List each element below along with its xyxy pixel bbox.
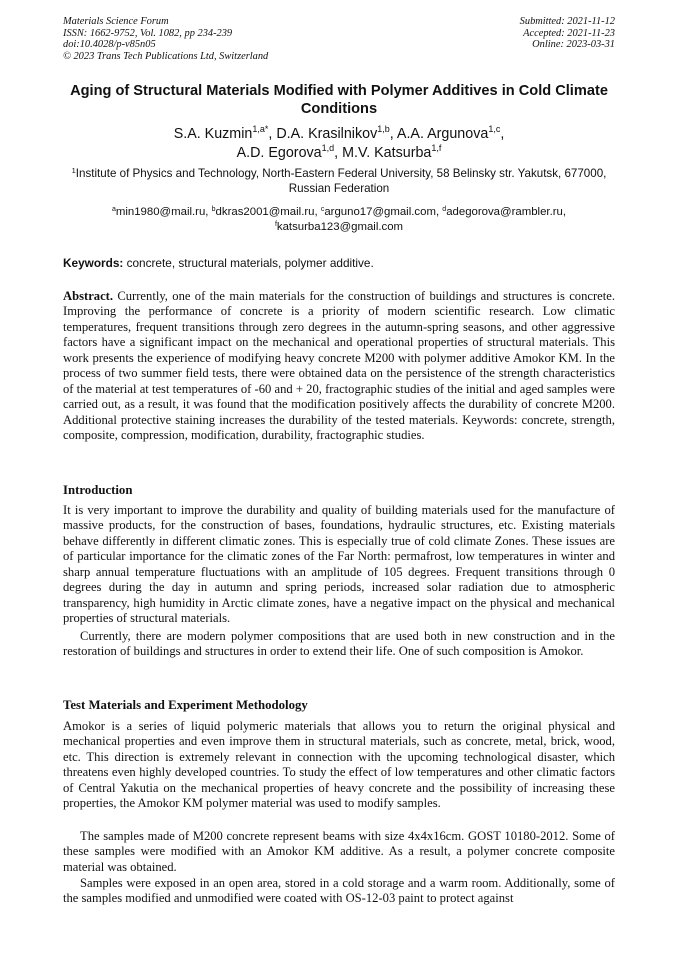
affiliation-mark: 1 bbox=[71, 166, 76, 175]
author-list: S.A. Kuzmin$^{1,a*}$, D.A. Krasilnikov$^{1,b}$, A.A. Argunova$^{1,c}$, A.D. Egorova$^{1,d}$, M.V. Katsurba$^{1,f}$ bbox=[173, 124, 505, 161]
journal-info bbox=[63, 16, 268, 62]
keywords bbox=[63, 256, 615, 270]
author-affiliation-mark: 1,f bbox=[431, 143, 442, 153]
email-link[interactable]: min1980@mail.ru bbox=[115, 206, 206, 218]
affiliation-text: Institute of Physics and Technology, North-Eastern Federal University, 58 Belinsky str. Yakutsk, 677000, Russian Federation bbox=[75, 167, 607, 195]
accepted-date: Accepted: 2021-11-23 bbox=[523, 27, 615, 39]
submission-dates bbox=[520, 16, 615, 51]
email-mark: a bbox=[111, 206, 116, 213]
affiliation bbox=[63, 167, 615, 196]
abstract-label: Abstract. bbox=[63, 289, 114, 303]
journal-copyright: © 2023 Trans Tech Publications Ltd, Switzerland bbox=[63, 50, 269, 62]
online-date: Online: 2023-03-31 bbox=[532, 39, 615, 51]
author-affiliation-mark: 1,d bbox=[321, 143, 335, 153]
author-affiliation-mark: 1,b bbox=[377, 124, 390, 134]
author-affiliation-mark: 1,c bbox=[488, 124, 501, 134]
methods-paragraph: The samples made of M200 concrete represent beams with size 4x4x16cm. GOST 10180-2012. Some of these samples were modified with an Amokor KM additive. As a result, a polymer concrete composite material was obtained. bbox=[63, 829, 615, 874]
email-mark: c bbox=[320, 206, 325, 213]
author-emails: $^a$min1980@mail.ru, $^b$dkras2001@mail.ru, $^c$arguno17@gmail.com, $^d$adegorova@rambler.ru, $^f$katsurba123@gmail.com bbox=[111, 206, 567, 233]
introduction-heading: Introduction bbox=[63, 483, 133, 497]
keywords-text: concrete, structural materials, polymer additive. bbox=[123, 256, 374, 270]
author-name: D.A. Krasilnikov bbox=[276, 126, 378, 142]
email-link[interactable]: katsurba123@gmail.com bbox=[276, 220, 404, 233]
journal-name: Materials Science Forum bbox=[63, 16, 169, 27]
email-link[interactable]: dkras2001@mail.ru bbox=[215, 206, 315, 218]
methods-paragraph: Samples were exposed in an open area, stored in a cold storage and a warm room. Additionally, some of the samples modified and unmodified were coated with OS-12-03 paint to protect against bbox=[63, 876, 615, 906]
email-link[interactable]: arguno17@gmail.com bbox=[324, 206, 436, 218]
author-affiliation-mark: 1,a* bbox=[252, 124, 269, 134]
abstract bbox=[63, 289, 615, 444]
methods-paragraph: Amokor is a series of liquid polymeric materials that allows you to return the original physical and mechanical properties and even improve them in structural materials, such as concrete, metal, brick, wood, etc. This direction is extremely relevant in connection with the upcoming technological disaster, which threatens even highly developed countries. To study the effect of low temperatures and other climatic factors of Central Yakutia on the mechanical properties of heavy concrete and the possibility of increasing these properties, the Amokor KM polymer material was used to modify samples. bbox=[63, 719, 615, 811]
abstract-text: Currently, one of the main materials for the construction of buildings and structures is concrete. Improving the performance of concrete is a priority of modern scientific research. Low climatic temperatures, frequent transitions through zero degrees in the autumn-spring seasons, and other aggressive factors have a significant impact on the mechanical and operational properties of structural materials. This work presents the experience of modifying heavy concrete M200 with polymer additive Amokor KM. In the process of two summer field tests, there were obtained data on the persistence of the strength characteristics of the material at test temperatures of -60 and + 20, fractographic studies of the initial and aged samples were carried out, as a result, it was found that the modification positively affects the durability of concrete M200. Additional protective staining increases the durability of the tested materials. Keywords: concrete, strength, composite, compression, modification, durability, fractographic studies. bbox=[63, 289, 615, 443]
author-name: M.V. Katsurba bbox=[342, 145, 432, 161]
author-name: A.D. Egorova bbox=[236, 145, 322, 161]
keywords-label: Keywords: bbox=[63, 256, 124, 270]
methods-heading: Test Materials and Experiment Methodology bbox=[63, 698, 308, 712]
email-mark: d bbox=[442, 206, 447, 213]
introduction-paragraph: It is very important to improve the durability and quality of building materials used for the manufacture of massive products, for the construction of bases, foundations, hydraulic structures, etc. Existing materials behave differently in different climatic zones. This is especially true of cold climate Zones. These issues are of particular importance for the climatic zones of the Far North: permafrost, low temperatures in winter and sharp annual temperature fluctuations with an amplitude of 105 degrees. Frequent transitions through 0 degrees during the day in autumn and spring periods, increased solar radiation due to atmospheric transparency, high humidity in Arctic climate zones, have a negative impact on the physical and mechanical properties of structural materials. bbox=[63, 503, 615, 626]
journal-issn: ISSN: 1662-9752, Vol. 1082, pp 234-239 bbox=[63, 27, 233, 39]
submitted-date: Submitted: 2021-11-12 bbox=[519, 16, 615, 27]
email-mark: b bbox=[211, 206, 216, 213]
journal-doi[interactable]: doi:10.4028/p-v85n05 bbox=[63, 39, 156, 51]
author-name: A.A. Argunova bbox=[396, 126, 489, 142]
email-mark: f bbox=[274, 220, 277, 228]
email-link[interactable]: adegorova@rambler.ru bbox=[446, 206, 563, 218]
author-name: S.A. Kuzmin bbox=[173, 126, 253, 142]
paper-title: Aging of Structural Materials Modified with Polymer Additives in Cold Climate Conditions bbox=[70, 83, 608, 117]
introduction-paragraph: Currently, there are modern polymer compositions that are used both in new construction and in the restoration of buildings and structures in order to extend their life. One of such composition is Amokor. bbox=[63, 629, 615, 659]
